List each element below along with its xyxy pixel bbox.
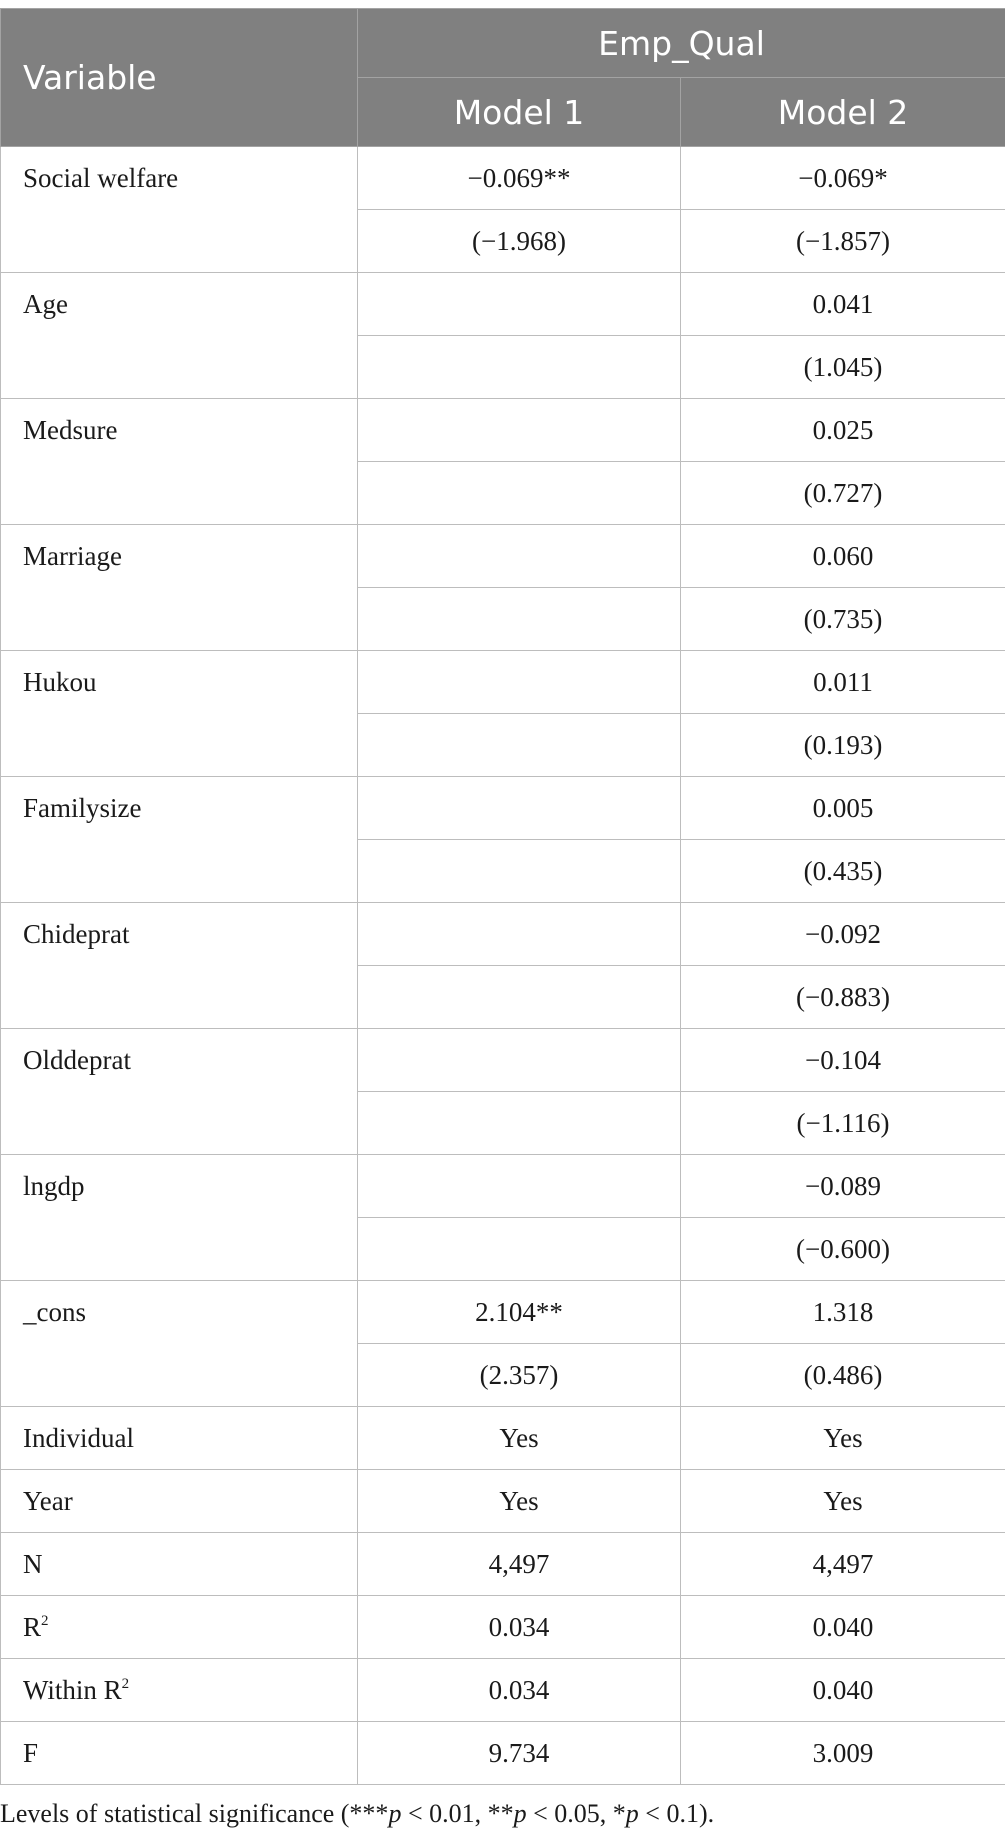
row-label: Social welfare [1, 147, 358, 273]
coef-row-estimate [1, 399, 1005, 462]
model-1-coefficient [358, 903, 681, 966]
header-model-2: Model 2 [681, 78, 1005, 147]
row-label: Age [1, 273, 358, 399]
note-suffix: < 0.1). [638, 1799, 715, 1828]
model-2-t-statistic: (−0.600) [681, 1218, 1005, 1281]
significance-note [0, 1799, 1005, 1829]
model-2-value: 0.040 [681, 1596, 1005, 1659]
row-label: Olddeprat [1, 1029, 358, 1155]
coef-row-estimate [1, 1281, 1005, 1344]
row-label: Hukou [1, 651, 358, 777]
coef-row-estimate [1, 147, 1005, 210]
note-prefix: Levels of statistical significance (*** [0, 1799, 389, 1828]
model-2-t-statistic: (0.435) [681, 840, 1005, 903]
row-label: Medsure [1, 399, 358, 525]
row-label: Familysize [1, 777, 358, 903]
model-1-value: Yes [358, 1470, 681, 1533]
row-label: lngdp [1, 1155, 358, 1281]
model-1-value: Yes [358, 1407, 681, 1470]
row-label [1, 1659, 358, 1722]
regression-table [0, 8, 1005, 1785]
row-label-text: Year [23, 1485, 73, 1516]
model-1-coefficient: −0.069** [358, 147, 681, 210]
model-2-t-statistic: (0.486) [681, 1344, 1005, 1407]
row-label-text: N [23, 1548, 43, 1579]
stat-row [1, 1596, 1005, 1659]
coef-row-estimate [1, 651, 1005, 714]
model-2-coefficient: 0.025 [681, 399, 1005, 462]
model-2-t-statistic: (0.727) [681, 462, 1005, 525]
regression-table-container [0, 8, 1005, 1829]
model-1-t-statistic: (2.357) [358, 1344, 681, 1407]
model-1-t-statistic [358, 966, 681, 1029]
model-1-value: 9.734 [358, 1722, 681, 1785]
header-group-emp-qual: Emp_Qual [358, 9, 1005, 78]
model-1-coefficient [358, 399, 681, 462]
model-2-coefficient: −0.104 [681, 1029, 1005, 1092]
model-2-value: 3.009 [681, 1722, 1005, 1785]
note-p3: p [625, 1799, 639, 1828]
coef-row-estimate [1, 903, 1005, 966]
model-1-t-statistic [358, 462, 681, 525]
row-label [1, 1722, 358, 1785]
model-1-t-statistic [358, 1092, 681, 1155]
note-p1: p [388, 1799, 402, 1828]
row-label-text: R [23, 1611, 42, 1642]
coef-row-estimate [1, 777, 1005, 840]
note-mid1: < 0.01, ** [401, 1799, 514, 1828]
stat-row [1, 1470, 1005, 1533]
model-1-coefficient [358, 273, 681, 336]
stat-row [1, 1659, 1005, 1722]
model-1-coefficient: 2.104** [358, 1281, 681, 1344]
model-1-t-statistic [358, 1218, 681, 1281]
model-1-t-statistic [358, 840, 681, 903]
model-2-coefficient: 1.318 [681, 1281, 1005, 1344]
model-2-t-statistic: (−1.857) [681, 210, 1005, 273]
model-1-coefficient [358, 1155, 681, 1218]
coef-row-estimate [1, 273, 1005, 336]
row-label-text: F [23, 1737, 39, 1768]
note-p2: p [513, 1799, 527, 1828]
model-2-value: Yes [681, 1407, 1005, 1470]
model-1-coefficient [358, 777, 681, 840]
row-label [1, 1533, 358, 1596]
model-1-t-statistic [358, 588, 681, 651]
row-label [1, 1596, 358, 1659]
model-1-t-statistic [358, 714, 681, 777]
model-1-value: 4,497 [358, 1533, 681, 1596]
coef-row-estimate [1, 1155, 1005, 1218]
coef-row-estimate [1, 1029, 1005, 1092]
model-1-t-statistic [358, 336, 681, 399]
model-2-t-statistic: (−0.883) [681, 966, 1005, 1029]
coef-row-estimate [1, 525, 1005, 588]
model-1-t-statistic: (−1.968) [358, 210, 681, 273]
stat-row [1, 1407, 1005, 1470]
superscript: 2 [121, 1675, 130, 1692]
header-model-1: Model 1 [358, 78, 681, 147]
row-label-text: Within R [23, 1674, 122, 1705]
model-2-t-statistic: (0.193) [681, 714, 1005, 777]
model-1-value: 0.034 [358, 1596, 681, 1659]
stat-row [1, 1533, 1005, 1596]
model-1-value: 0.034 [358, 1659, 681, 1722]
model-2-t-statistic: (0.735) [681, 588, 1005, 651]
row-label-text: Individual [23, 1422, 134, 1453]
model-2-value: Yes [681, 1470, 1005, 1533]
table-body [1, 147, 1005, 1785]
model-2-value: 0.040 [681, 1659, 1005, 1722]
row-label [1, 1407, 358, 1470]
row-label: _cons [1, 1281, 358, 1407]
model-1-coefficient [358, 651, 681, 714]
model-2-coefficient: 0.041 [681, 273, 1005, 336]
header-variable: Variable [1, 9, 358, 147]
model-2-coefficient: 0.011 [681, 651, 1005, 714]
row-label: Chideprat [1, 903, 358, 1029]
model-2-t-statistic: (1.045) [681, 336, 1005, 399]
model-2-coefficient: −0.069* [681, 147, 1005, 210]
model-2-coefficient: −0.089 [681, 1155, 1005, 1218]
model-2-t-statistic: (−1.116) [681, 1092, 1005, 1155]
model-1-coefficient [358, 1029, 681, 1092]
model-2-coefficient: 0.005 [681, 777, 1005, 840]
model-2-value: 4,497 [681, 1533, 1005, 1596]
superscript: 2 [41, 1612, 49, 1629]
model-2-coefficient: −0.092 [681, 903, 1005, 966]
table-header [1, 9, 1005, 147]
model-1-coefficient [358, 525, 681, 588]
row-label [1, 1470, 358, 1533]
row-label: Marriage [1, 525, 358, 651]
note-mid2: < 0.05, * [526, 1799, 626, 1828]
model-2-coefficient: 0.060 [681, 525, 1005, 588]
stat-row [1, 1722, 1005, 1785]
